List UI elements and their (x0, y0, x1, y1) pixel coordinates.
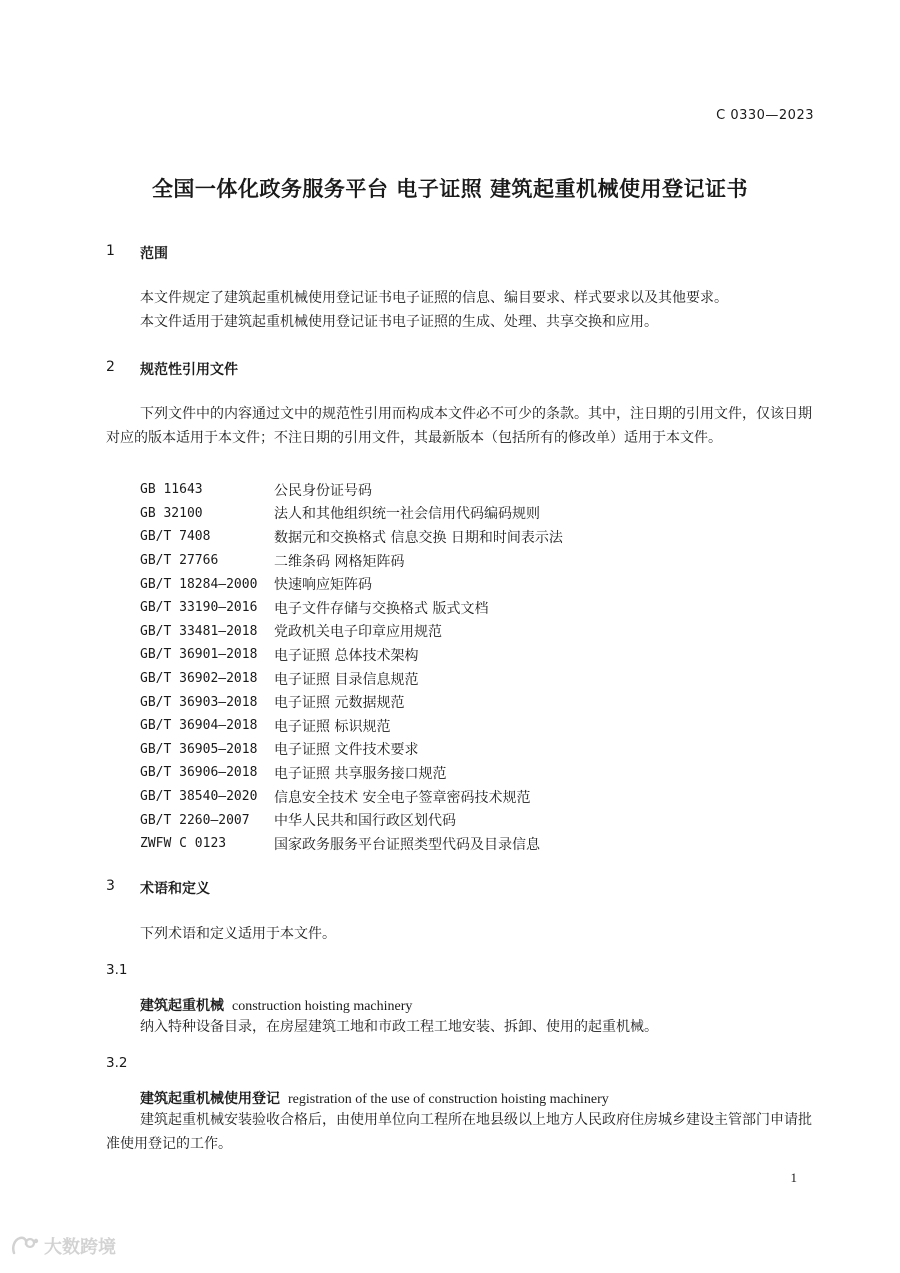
reference-code: GB/T 36902—2018 (140, 671, 258, 687)
reference-code: GB/T 36905—2018 (140, 741, 258, 757)
reference-title: 中华人民共和国行政区划代码 (274, 813, 456, 830)
reference-item (140, 525, 563, 549)
reference-item (140, 502, 563, 526)
reference-code: GB/T 2260—2007 (140, 812, 250, 828)
reference-item (140, 667, 563, 691)
term-english: construction hoisting machinery (232, 999, 413, 1014)
reference-code: GB 32100 (140, 505, 203, 521)
normative-references-list (140, 478, 563, 856)
reference-title: 数据元和交换格式 信息交换 日期和时间表示法 (274, 529, 563, 546)
reference-code: GB/T 27766 (140, 553, 219, 569)
reference-title: 法人和其他组织统一社会信用代码编码规则 (274, 506, 540, 523)
reference-code: GB/T 33190—2016 (140, 600, 258, 616)
reference-item (140, 620, 563, 644)
section-title: 术语和定义 (140, 881, 210, 897)
reference-item (140, 596, 563, 620)
section-3-intro: 下列术语和定义适用于本文件。 (140, 926, 336, 942)
document-title: 全国一体化政务服务平台 电子证照 建筑起重机械使用登记证书 (151, 177, 749, 201)
reference-title: 快速响应矩阵码 (274, 577, 372, 594)
reference-code: ZWFW C 0123 (140, 836, 227, 852)
section-1-paragraph-2: 本文件适用于建筑起重机械使用登记证书电子证照的生成、处理、共享交换和应用。 (140, 314, 658, 330)
reference-title: 电子证照 标识规范 (274, 718, 391, 735)
reference-title: 信息安全技术 安全电子签章密码技术规范 (274, 789, 531, 806)
watermark-logo-icon (10, 1235, 40, 1257)
reference-title: 电子证照 文件技术要求 (274, 742, 419, 759)
reference-title: 电子证照 共享服务接口规范 (274, 765, 447, 782)
reference-code: GB/T 33481—2018 (140, 623, 258, 639)
document-code: C 0330—2023 (716, 108, 814, 123)
section-number: 3 (106, 878, 115, 894)
watermark (10, 1233, 116, 1259)
reference-item (140, 785, 563, 809)
term-number: 3.2 (106, 1055, 128, 1071)
term-chinese: 建筑起重机械使用登记 (140, 1091, 280, 1107)
reference-code: GB/T 36903—2018 (140, 694, 258, 710)
section-1-heading (106, 243, 168, 263)
term-chinese: 建筑起重机械 (140, 998, 224, 1014)
reference-title: 党政机关电子印章应用规范 (274, 624, 442, 641)
reference-title: 电子证照 总体技术架构 (274, 647, 419, 664)
reference-item (140, 738, 563, 762)
reference-code: GB/T 36906—2018 (140, 765, 258, 781)
section-title: 规范性引用文件 (140, 362, 238, 378)
reference-code: GB 11643 (140, 482, 203, 498)
term-heading (140, 1088, 609, 1108)
term-definition: 建筑起重机械安装验收合格后，由使用单位向工程所在地县级以上地方人民政府住房城乡建设主管部门申请批准使用登记的工作。 (106, 1112, 812, 1152)
section-number: 1 (106, 243, 115, 259)
section-number: 2 (106, 359, 115, 375)
reference-code: GB/T 38540—2020 (140, 789, 258, 805)
section-3-heading (106, 878, 210, 898)
page-number: 1 (790, 1170, 797, 1185)
reference-code: GB/T 36904—2018 (140, 718, 258, 734)
reference-code: GB/T 18284—2000 (140, 576, 258, 592)
reference-item (140, 714, 563, 738)
reference-title: 公民身份证号码 (274, 482, 372, 499)
reference-code: GB/T 36901—2018 (140, 647, 258, 663)
watermark-text: 大数跨境 (44, 1237, 116, 1258)
reference-item (140, 478, 563, 502)
reference-item (140, 832, 563, 856)
term-heading (140, 995, 412, 1015)
reference-code: GB/T 7408 (140, 529, 211, 545)
section-2-heading (106, 359, 238, 379)
reference-title: 电子证照 元数据规范 (274, 695, 405, 712)
section-title: 范围 (140, 246, 168, 262)
reference-title: 二维条码 网格矩阵码 (274, 553, 405, 570)
section-1-paragraph-1: 本文件规定了建筑起重机械使用登记证书电子证照的信息、编目要求、样式要求以及其他要求。 (140, 290, 728, 306)
section-2-intro: 下列文件中的内容通过文中的规范性引用而构成本文件必不可少的条款。其中，注日期的引用文件，仅该日期对应的版本适用于本文件；不注日期的引用文件，其最新版本（包括所有的修改单）适用于本文件。 (106, 406, 812, 446)
term-definition: 纳入特种设备目录，在房屋建筑工地和市政工程工地安装、拆卸、使用的起重机械。 (140, 1019, 658, 1035)
reference-item (140, 572, 563, 596)
reference-title: 国家政务服务平台证照类型代码及目录信息 (274, 836, 540, 853)
term-english: registration of the use of construction hoisting machinery (288, 1092, 609, 1107)
reference-item (140, 690, 563, 714)
reference-item (140, 808, 563, 832)
term-number: 3.1 (106, 962, 128, 978)
reference-item (140, 643, 563, 667)
reference-item (140, 761, 563, 785)
reference-item (140, 549, 563, 573)
reference-title: 电子证照 目录信息规范 (274, 671, 419, 688)
reference-title: 电子文件存储与交换格式 版式文档 (274, 600, 489, 617)
